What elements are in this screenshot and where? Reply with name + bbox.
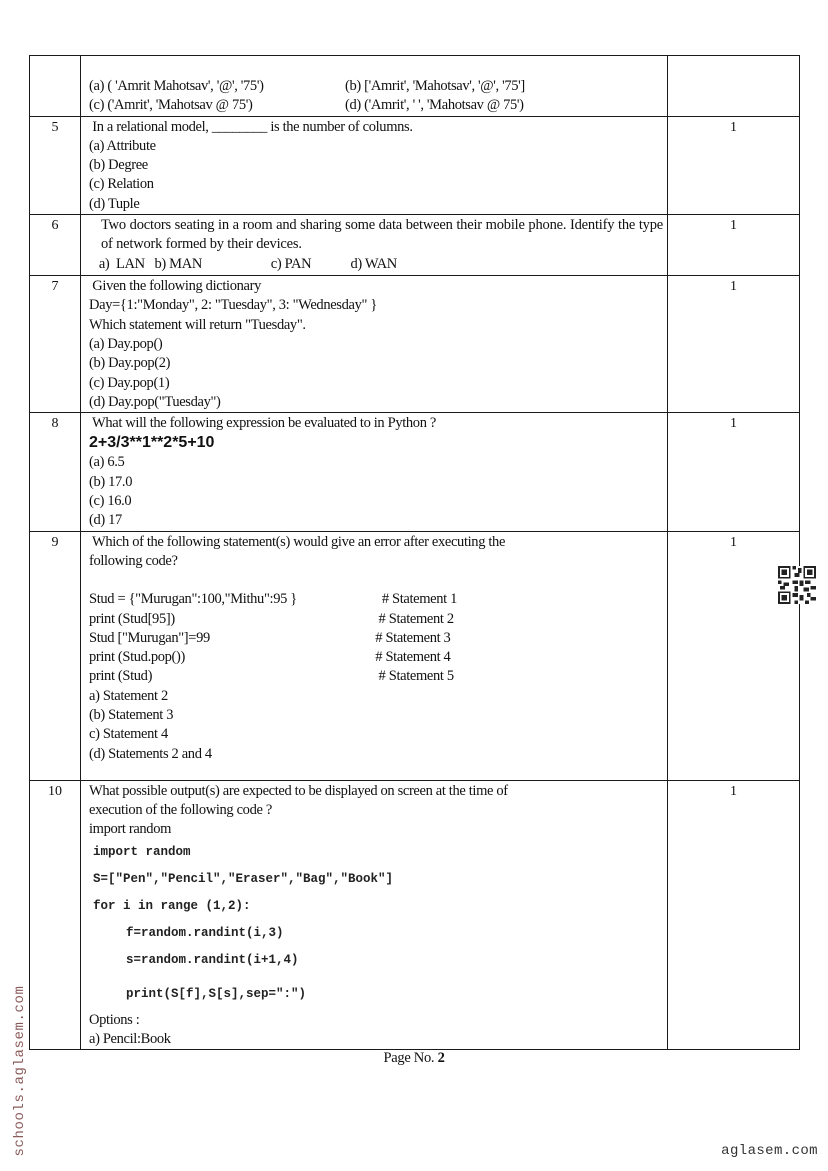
question-text: What possible output(s) are expected to be displayed on screen at the time of (89, 782, 508, 799)
side-watermark: schools.aglasem.com (12, 985, 28, 1157)
question-body (81, 531, 668, 780)
question-marks (668, 56, 800, 117)
question-text: In a relational model, ________ is the number of columns. (89, 118, 413, 135)
python-expression: 2+3/3**1**2*5+10 (89, 434, 215, 452)
option-b: (b) Statement 3 (89, 707, 174, 724)
option-a: a) Statement 2 (89, 687, 168, 704)
question-marks: 1 (668, 215, 800, 276)
table-row (30, 276, 800, 413)
table-row (30, 780, 800, 1049)
question-table (29, 55, 800, 1050)
code: print (Stud[95]) (89, 610, 175, 627)
question-marks: 1 (668, 413, 800, 531)
question-text: Given the following dictionary (89, 278, 261, 295)
qr-code-icon (777, 566, 817, 604)
code-comment: # Statement 3 (372, 629, 451, 646)
question-text: import random (89, 821, 172, 838)
spacer (89, 571, 663, 590)
code-line: S=["Pen","Pencil","Eraser","Bag","Book"] (93, 871, 394, 886)
table-row (30, 116, 800, 214)
question-number: 10 (30, 780, 81, 1049)
option-b: (b) Degree (89, 157, 148, 174)
code-line: import random (93, 844, 191, 859)
code-line (89, 629, 663, 648)
question-body (81, 413, 668, 531)
question-marks: 1 (668, 116, 800, 214)
option-a: (a) Attribute (89, 137, 156, 154)
option-a: (a) Day.pop() (89, 335, 163, 352)
question-text: Which of the following statement(s) would give an error after executing the (89, 533, 506, 550)
page-number-value: 2 (437, 1050, 445, 1066)
code-line: f=random.randint(i,3) (126, 925, 284, 940)
option-b: (b) ['Amrit', 'Mahotsav', '@', '75'] (345, 78, 525, 94)
code-line: s=random.randint(i+1,4) (126, 952, 299, 967)
code: Stud = {"Murugan":100,"Mithu":95 } (89, 591, 297, 608)
code-line (89, 610, 663, 629)
table-row (30, 413, 800, 531)
code-comment: # Statement 5 (372, 668, 454, 685)
option-d: (d) ('Amrit', ' ', 'Mahotsav @ 75') (345, 97, 524, 114)
option-a: (a) 6.5 (89, 454, 125, 471)
question-body (81, 56, 668, 117)
question-prompt: Which statement will return "Tuesday". (89, 316, 306, 333)
option-c: (c) Relation (89, 176, 154, 193)
code-comment: # Statement 1 (372, 591, 458, 608)
option-c: c) Statement 4 (89, 726, 168, 743)
option-c: (c) 16.0 (89, 493, 132, 510)
question-marks: 1 (668, 276, 800, 413)
page-label: Page No. (383, 1050, 435, 1066)
option-d: (d) Day.pop("Tuesday") (89, 393, 221, 410)
question-body (81, 276, 668, 413)
code-line: for i in range (1,2): (93, 898, 251, 913)
question-marks: 1 (668, 531, 800, 780)
options-label: Options : (89, 1011, 140, 1028)
code: print (Stud.pop()) (89, 649, 185, 666)
code-comment: # Statement 2 (372, 610, 454, 627)
code: print (Stud) (89, 668, 153, 685)
question-marks: 1 (668, 780, 800, 1049)
code-comment: # Statement 4 (372, 649, 451, 666)
table-row (30, 531, 800, 780)
inline-options: a) LAN b) MAN c) PAN d) WAN (89, 255, 397, 272)
code-line: Day={1:"Monday", 2: "Tuesday", 3: "Wednesday" } (89, 297, 377, 314)
page-number (0, 1050, 828, 1067)
option-row (89, 77, 663, 96)
footer-watermark: aglasem.com (721, 1143, 818, 1159)
option-row (89, 96, 663, 115)
table-row (30, 215, 800, 276)
option-c: (c) ('Amrit', 'Mahotsav @ 75') (89, 97, 253, 114)
code-line (89, 590, 663, 609)
question-number: 5 (30, 116, 81, 214)
question-body (81, 215, 668, 276)
question-number (30, 56, 81, 117)
question-number: 8 (30, 413, 81, 531)
question-number: 9 (30, 531, 81, 780)
option-d: (d) Statements 2 and 4 (89, 745, 212, 762)
option-d: (d) Tuple (89, 195, 140, 212)
option-d: (d) 17 (89, 512, 122, 529)
code-line (89, 667, 663, 686)
option-a: a) Pencil:Book (89, 1030, 171, 1047)
option-b: (b) 17.0 (89, 473, 133, 490)
option-b: (b) Day.pop(2) (89, 355, 171, 372)
option-a: (a) ( 'Amrit Mahotsav', '@', '75') (89, 78, 264, 94)
question-text: What will the following expression be evaluated to in Python ? (89, 415, 436, 432)
code: Stud ["Murugan"]=99 (89, 629, 210, 646)
question-text: execution of the following code ? (89, 801, 272, 818)
code-line: print(S[f],S[s],sep=":") (126, 986, 307, 1001)
option-c: (c) Day.pop(1) (89, 374, 170, 391)
table-row (30, 56, 800, 117)
question-text: following code? (89, 552, 178, 569)
question-body (81, 780, 668, 1049)
question-text: Two doctors seating in a room and sharing some data between their mobile phone. Identify the type of network formed by their devices. (101, 217, 663, 253)
code-line (89, 648, 663, 667)
question-body (81, 116, 668, 214)
question-number: 7 (30, 276, 81, 413)
question-number: 6 (30, 215, 81, 276)
